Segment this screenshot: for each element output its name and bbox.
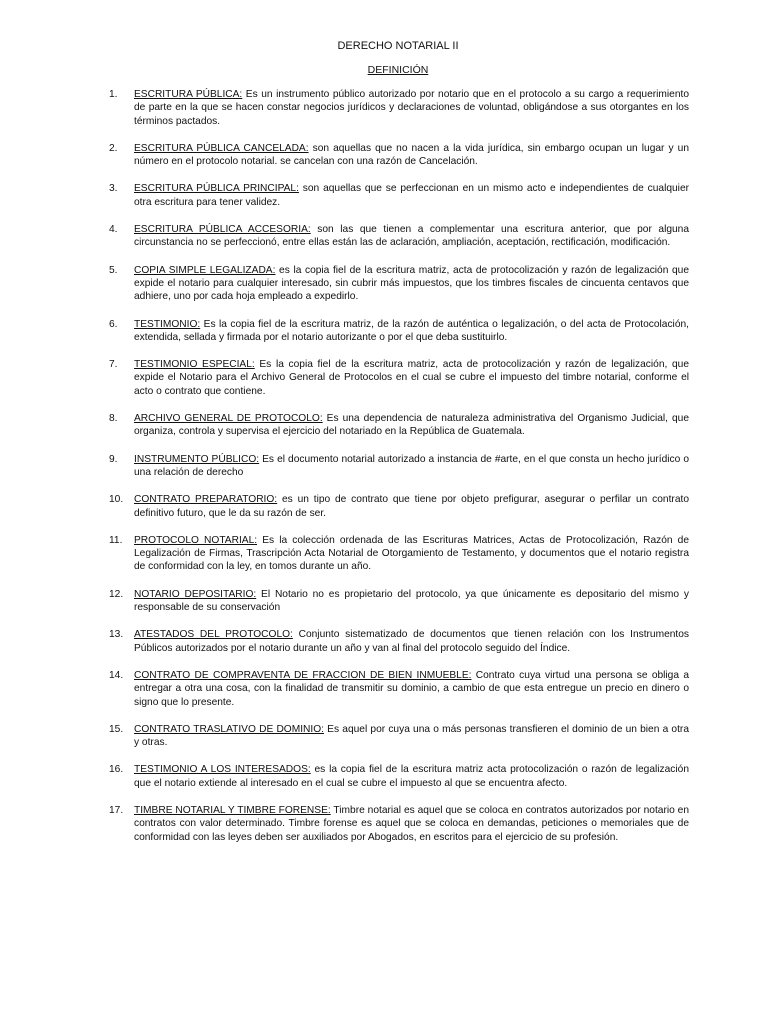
definition-body: [134, 223, 689, 250]
definition-item: [109, 493, 689, 520]
definition-item: [109, 534, 689, 574]
definition-term: TIMBRE NOTARIAL Y TIMBRE FORENSE:: [134, 804, 331, 816]
definition-term: TESTIMONIO A LOS INTERESADOS:: [134, 764, 311, 776]
definition-item: [109, 88, 689, 128]
definition-item: [109, 453, 689, 480]
definition-term: INSTRUMENTO PÚBLICO:: [134, 453, 260, 465]
definition-number: 14.: [109, 669, 124, 681]
definition-term: CONTRATO PREPARATORIO:: [134, 494, 278, 506]
definition-item: [109, 723, 689, 750]
definition-text: Timbre notarial es aquel que se coloca en contratos autorizados por notario en contratos con valor determinado. Timbre forense es aquel que se coloca en demandas, peticiones o memoriales que de conformidad con las leyes deben ser auxiliados por Abogados, en escritos para el ejercicio de su profesión.: [134, 804, 689, 843]
definition-body: [134, 804, 689, 844]
definition-number: 10.: [109, 494, 124, 506]
definition-term: COPIA SIMPLE LEGALIZADA:: [134, 264, 276, 276]
definition-text: Conjunto sistematizado de documentos que tienen relación con los Instrumentos Públicos autorizados por el notario durante un año y van al final del protocolo seguido del Índice.: [134, 629, 690, 654]
definition-body: [134, 318, 689, 345]
definition-term: TESTIMONIO ESPECIAL:: [134, 359, 255, 371]
definition-item: [109, 182, 689, 209]
definition-number: 5.: [109, 264, 118, 276]
definition-number: 6.: [109, 318, 118, 330]
definition-body: [134, 453, 689, 480]
definition-body: [134, 142, 689, 169]
definition-term: PROTOCOLO NOTARIAL:: [134, 534, 258, 546]
document-subtitle: DEFINICIÓN: [367, 64, 429, 76]
definition-number: 15.: [109, 723, 124, 735]
definition-body: [134, 763, 689, 790]
definition-item: [109, 412, 689, 439]
definition-body: [134, 534, 689, 574]
definition-number: 4.: [109, 224, 118, 236]
definition-body: [134, 669, 689, 709]
definition-text: Es aquel por cuya una o más personas transfieren el dominio de un bien a otra y otras.: [134, 723, 689, 749]
definition-term: NOTARIO DEPOSITARIO:: [134, 588, 257, 600]
definition-item: [109, 628, 689, 655]
definition-text: Es la colección ordenada de las Escrituras Matrices, Actas de Protocolización, Razón de Legalización de Firmas, Trascripción Acta Notarial de Otorgamiento de Testamento, y documentos que el notario registra de conformidad con la ley, en tomos durante un año.: [134, 534, 689, 573]
definition-text: Es una dependencia de naturaleza administrativa del Organismo Judicial, que organiza, controla y supervisa el ejercicio del notariado en la República de Guatemala.: [134, 413, 689, 438]
definition-item: [109, 763, 689, 790]
definition-term: ESCRITURA PÚBLICA PRINCIPAL:: [134, 183, 299, 195]
definition-item: [109, 142, 689, 169]
definition-text: es la copia fiel de la escritura matriz, acta de protocolización y razón de legalización que expide el notario para cualquier interesado, sin cubrir más impuestos, que los timbres fiscales de cincuenta centavos que adhiere, uno por cada hoja empleado a expedirlo.: [134, 264, 690, 303]
definition-number: 8.: [109, 413, 118, 425]
definition-number: 13.: [109, 629, 124, 641]
definition-term: ARCHIVO GENERAL DE PROTOCOLO:: [134, 413, 323, 425]
definition-number: 12.: [109, 588, 124, 600]
definition-number: 16.: [109, 764, 124, 776]
definition-text: son las que tienen a complementar una escritura anterior, que por alguna circunstancia no se perfeccionó, entre ellas están las de aclaración, ampliación, aceptación, rectificación, modificación.: [134, 224, 689, 249]
definition-body: [134, 723, 689, 750]
definition-term: ESCRITURA PÚBLICA ACCESORIA:: [134, 224, 311, 236]
definition-item: [109, 588, 689, 615]
definition-number: 17.: [109, 804, 124, 816]
definition-body: [134, 493, 689, 520]
document-title: DERECHO NOTARIAL II: [337, 40, 459, 52]
definition-body: [134, 182, 689, 209]
definition-number: 9.: [109, 453, 118, 465]
definition-item: [109, 804, 689, 844]
definition-number: 11.: [109, 534, 123, 546]
definition-text: son aquellas que se perfeccionan en un mismo acto e independientes de cualquier otra escritura para tener validez.: [134, 183, 690, 208]
definition-item: [109, 669, 689, 709]
definition-term: CONTRATO TRASLATIVO DE DOMINIO:: [134, 723, 324, 735]
definition-term: ESCRITURA PÚBLICA:: [134, 89, 243, 100]
definition-number: 7.: [109, 359, 118, 371]
definition-term: ESCRITURA PÚBLICA CANCELADA:: [134, 142, 309, 154]
definition-item: [109, 358, 689, 398]
definition-number: 2.: [109, 142, 118, 154]
definition-body: [134, 88, 689, 128]
definition-text: Es el documento notarial autorizado a instancia de #arte, en el que consta un hecho jurídico o una relación de derecho: [134, 453, 690, 478]
definition-item: [109, 318, 689, 345]
definition-item: [109, 223, 689, 250]
definition-body: [134, 264, 689, 304]
definition-text: Es un instrumento público autorizado por notario que en el protocolo a su cargo a requerimiento de parte en la que se hacen constar negocios jurídicos y declaraciones de voluntad, obligándose a sus otorgantes en los términos pactados.: [134, 89, 689, 127]
definition-term: CONTRATO DE COMPRAVENTA DE FRACCION DE BIEN INMUEBLE:: [134, 669, 472, 681]
definition-text: Es la copia fiel de la escritura matriz, acta de protocolización y razón de legalización, que expide el Notario para el Archivo General de Protocolos en el cual se cubre el impuesto del timbre notarial, conforme el acto o contrato que contiene.: [134, 359, 689, 397]
definition-text: El Notario no es propietario del protocolo, ya que únicamente es depositario del mismo y responsable de su conservación: [134, 588, 689, 614]
definition-text: es un tipo de contrato que tiene por objeto prefigurar, asegurar o perfilar un contrato definitivo futuro, que le da su razón de ser.: [134, 494, 689, 519]
definition-text: Es la copia fiel de la escritura matriz, de la razón de auténtica o legalización, o del acta de Protocolación, extendida, sellada y firmada por el notario autorizante o por el que deba sustituirlo.: [134, 318, 689, 343]
definition-term: TESTIMONIO:: [134, 318, 201, 330]
definition-text: son aquellas que no nacen a la vida jurídica, sin embargo ocupan un lugar y un número en el protocolo notarial. se cancelan con una razón de Cancelación.: [134, 142, 689, 168]
definition-number: 3.: [109, 183, 118, 195]
definition-body: [134, 412, 689, 439]
definition-body: [134, 628, 689, 655]
definition-text: es la copia fiel de la escritura matriz acta protocolización o razón de legalización que el notario extiende al interesado en el cual se cubre el impuesto al que se encuentra afecto.: [134, 764, 689, 789]
definition-body: [134, 358, 689, 398]
definition-term: ATESTADOS DEL PROTOCOLO:: [134, 629, 293, 641]
definition-text: Contrato cuya virtud una persona se obliga a entregar a otra una cosa, con la finalidad de transmitir su dominio, a cambio de que esta entregue un precio en dinero o signo que lo presente.: [134, 669, 689, 708]
definition-body: [134, 588, 689, 615]
definition-item: [109, 264, 689, 304]
definition-number: 1.: [109, 89, 118, 100]
definition-list: [109, 88, 689, 858]
